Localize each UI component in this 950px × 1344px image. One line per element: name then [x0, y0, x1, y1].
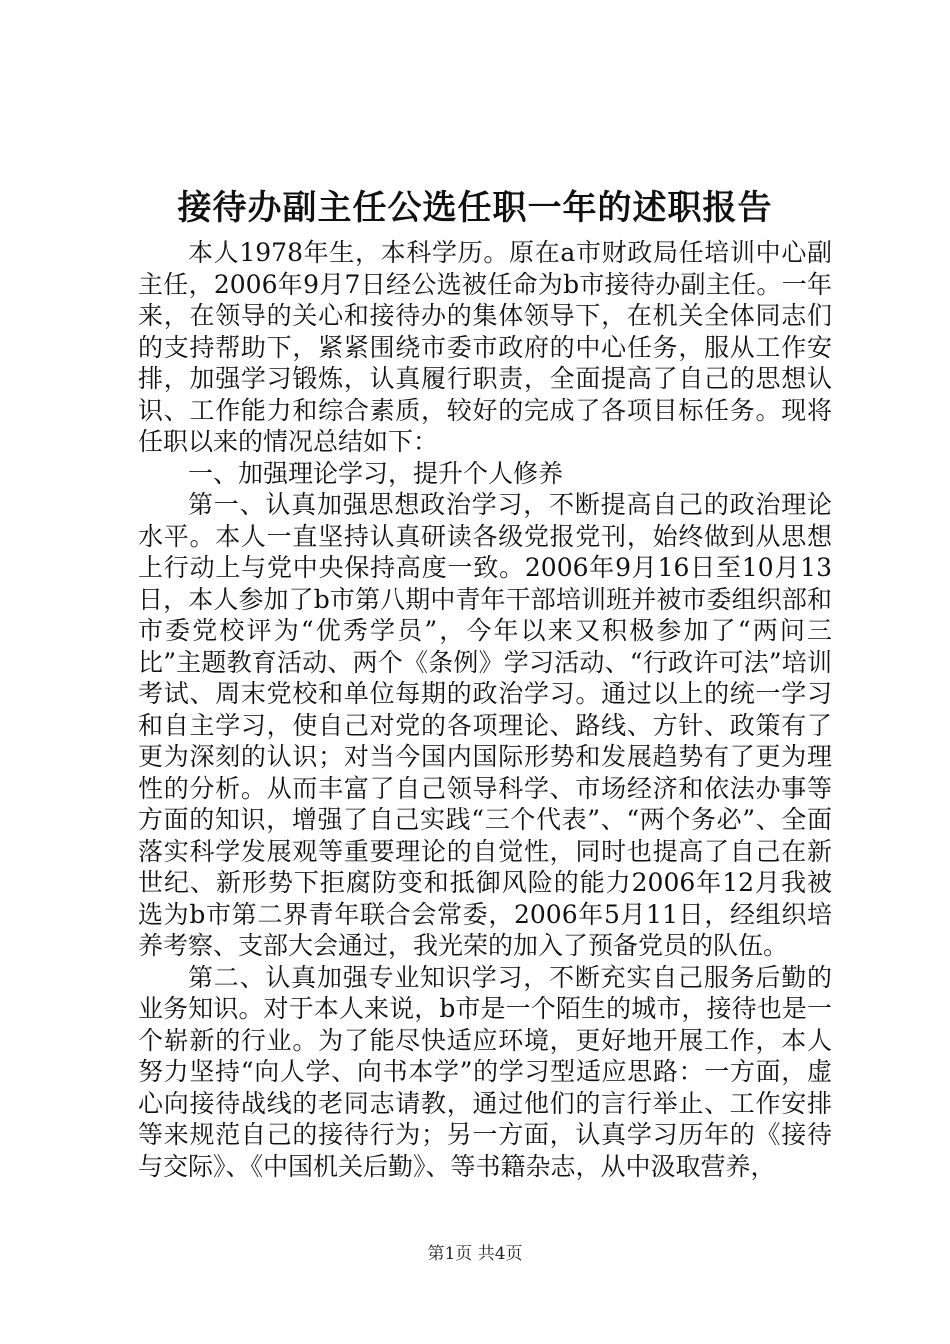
- section-heading: 一、加强理论学习，提升个人修养: [188, 458, 564, 488]
- body-paragraph-first: 第一、认真加强思想政治学习，不断提高自己的政治理论水平。本人一直坚持认真研读各级党报党刊，始终做到从思想上行动上与党中央保持高度一致。2006年9月16日至10月13日，本人参加了b市第八期中青年干部培训班并被市委组织部和市委党校评为“优秀学员”，今年以来又积极参加了“两问三比”主题教育活动、两个《条例》学习活动、“行政许可法”培训考试、周末党校和单位每期的政治学习。通过以上的统一学习和自主学习，使自己对党的各项理论、路线、方针、政策有了更为深刻的认识；对当今国内国际形势和发展趋势有了更为理性的分析。从而丰富了自己领导科学、市场经济和依法办事等方面的知识，增强了自己实践“三个代表”、“两个务必”、全面落实科学发展观等重要理论的自觉性，同时也提高了自己在新世纪、新形势下拒腐防变和抵御风险的能力2006年12月我被选为b市第二界青年联合会常委，2006年5月11日，经组织培养考察、支部大会通过，我光荣的加入了预备党员的队伍。: [138, 490, 832, 960]
- page-footer: 第1页 共4页: [427, 1244, 523, 1264]
- document-body: [138, 237, 832, 1182]
- document-title: 接待办副主任公选任职一年的述职报告: [177, 188, 773, 228]
- intro-paragraph: 本人1978年生，本科学历。原在a市财政局任培训中心副主任，2006年9月7日经公选被任命为b市接待办副主任。一年来，在领导的关心和接待办的集体领导下，在机关全体同志们的支持帮助下，紧紧围绕市委市政府的中心任务，服从工作安排，加强学习锻炼，认真履行职责，全面提高了自己的思想认识、工作能力和综合素质，较好的完成了各项目标任务。现将任职以来的情况总结如下：: [138, 238, 832, 456]
- body-paragraph-second: 第二、认真加强专业知识学习，不断充实自己服务后勤的业务知识。对于本人来说，b市是一个陌生的城市，接待也是一个崭新的行业。为了能尽快适应环境，更好地开展工作，本人努力坚持“向人学、向书本学”的学习型适应思路：一方面，虚心向接待战线的老同志请教，通过他们的言行举止、工作安排等来规范自己的接待行为；另一方面，认真学习历年的《接待与交际》、《中国机关后勤》、等书籍杂志，从中汲取营养，: [138, 962, 832, 1181]
